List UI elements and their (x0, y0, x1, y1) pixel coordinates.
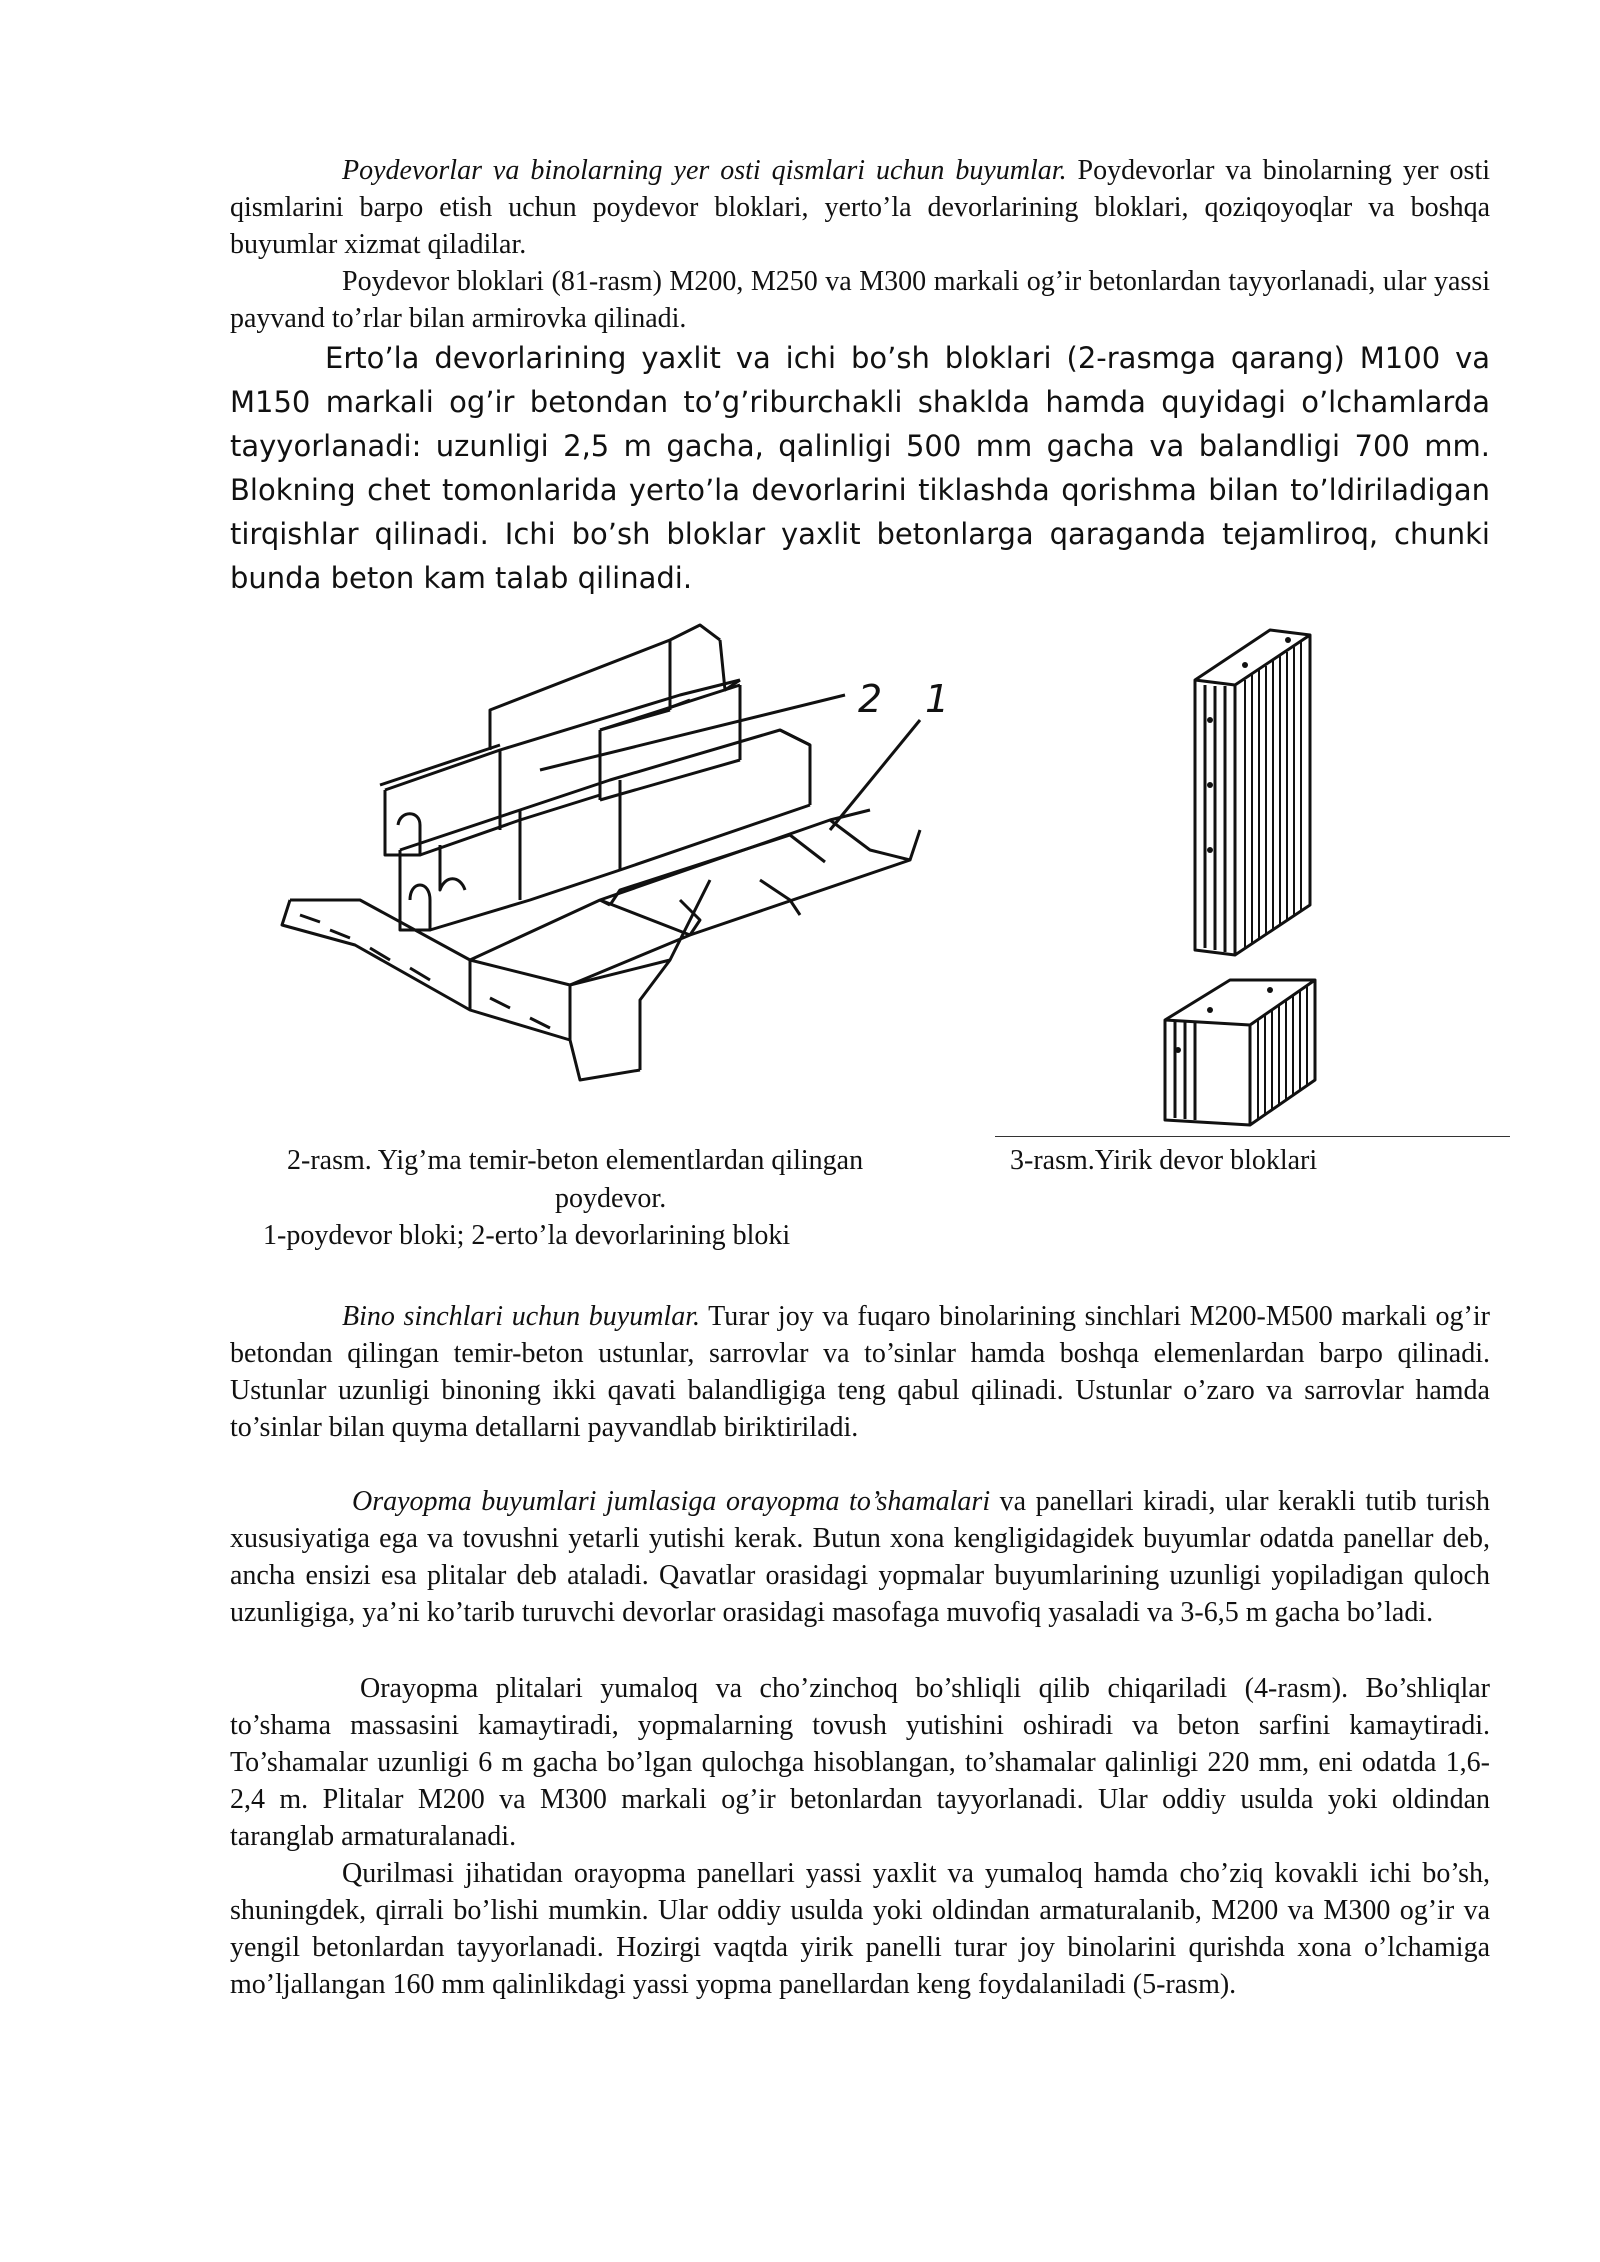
paragraph-foundations-text: Poydevorlar va binolarning yer osti qismlarini barpo etish uchun poydevor bloklari, yerto’la devorlarining bloklari, qoziqoyoqlar va boshqa buyumlar xizmat qiladilar. (230, 155, 1490, 260)
figure-3-wall-blocks-drawing (1150, 610, 1350, 1140)
section-heading-floors: Orayopma buyumlari jumlasiga orayopma to’shamalari (352, 1486, 991, 1517)
figure-2-foundation-drawing (270, 600, 970, 1100)
figure-2-caption-line1: 2-rasm. Yig’ma temir-beton elementlardan qilingan (287, 1145, 864, 1176)
paragraph-floor-slabs: Orayopma plitalari yumaloq va cho’zinchoq bo’shliqli qilib chiqariladi (4-rasm). Bo’shliqlar to’shama massasini kamaytiradi, yopmalarning tovush yutishini oshiradi va beton sarfini kamaytiradi. To’shamalar uzunligi 6 m gacha bo’lgan qulochga hisoblangan, to’shamalar qalinligi 220 mm, eni odatda 1,6-2,4 m. Plitalar M200 va M300 markali og’ir betonlardan tayyorlanadi. Ular oddiy usulda yoki oldindan taranglab armaturalanadi. (230, 1673, 1490, 1852)
paragraph-floors-text: va panellari kiradi, ular kerakli tutib turish xususiyatiga ega va tovushni yetarli yutishi kerak. Butun xona kengligidagidek buyumlar odatda panellar deb, ancha ensizi esa plitalar deb ataladi. Qavatlar orasidagi yopmalar buyumlarining uzunligi yopiladigan quloch uzunligiga, ya’ni ko’tarib turuvchi devorlar orasidagi masofaga muvofiq yasaladi va 3-6,5 m gacha bo’ladi. (230, 1486, 1491, 1628)
section-heading-frames: Bino sinchlari uchun buyumlar. (342, 1301, 700, 1332)
section-heading-foundations: Poydevorlar va binolarning yer osti qismlari uchun buyumlar. (342, 155, 1067, 186)
figure-2-label-2: 2 (858, 677, 883, 721)
paragraph-foundation-blocks: Poydevor bloklari (81-rasm) M200, M250 va M300 markali og’ir betonlardan tayyorlanadi, ular yassi payvand to’rlar bilan armirovka qilinadi. (230, 266, 1490, 334)
figure-3-caption: 3-rasm.Yirik devor bloklari (1010, 1145, 1318, 1176)
figure-2-caption-line2: poydevor. (555, 1183, 667, 1214)
paragraph-frames-text: Turar joy va fuqaro binolarining sinchlari M200-M500 markali og’ir betondan qilingan temir-beton ustunlar, sarrovlar va to’sinlar hamda boshqa elemenlardan barpo qilinadi. Ustunlar uzunligi binoning ikki qavati balandligiga teng qabul qilinadi. Ustunlar o’zaro va sarrovlar hamda to’sinlar bilan quyma detallarni payvandlab biriktiriladi. (230, 1301, 1490, 1443)
figure-2-label-1: 1 (925, 677, 950, 721)
paragraph-basement-blocks: Erto’la devorlarining yaxlit va ichi bo’sh bloklari (2-rasmga qarang) M100 va M150 markali og’ir betondan to’g’riburchakli shaklda hamda quyidagi o’lchamlarda tayyorlanadi: uzunligi 2,5 m gacha, qalinligi 500 mm gacha va balandligi 700 mm. Blokning chet tomonlarida yerto’la devorlarini tiklashda qorishma bilan to’ldiriladigan tirqishlar qilinadi. Ichi bo’sh bloklar yaxlit betonlarga qaraganda tejamliroq, chunki bunda beton kam talab qilinadi. (230, 341, 1490, 595)
paragraph-foundations (230, 152, 1490, 263)
paragraph-floors (230, 1483, 1490, 1631)
figure-2-caption-line3: 1-poydevor bloki; 2-erto’la devorlarining bloki (263, 1220, 791, 1251)
paragraph-frames (230, 1298, 1490, 1446)
paragraph-floor-panels: Qurilmasi jihatidan orayopma panellari yassi yaxlit va yumaloq hamda cho’ziq kovakli ichi bo’sh, shuningdek, qirrali bo’lishi mumkin. Ular oddiy usulda yoki oldindan armaturalanib, M200 va M300 og’ir va yengil betonlardan tayyorlanadi. Hozirgi vaqtda yirik panelli turar joy binolarini qurishda xona o’lchamiga mo’ljallangan 160 mm qalinlikdagi yassi yopma panellardan keng foydalaniladi (5-rasm). (230, 1858, 1490, 2000)
caption-rule (995, 1136, 1510, 1137)
